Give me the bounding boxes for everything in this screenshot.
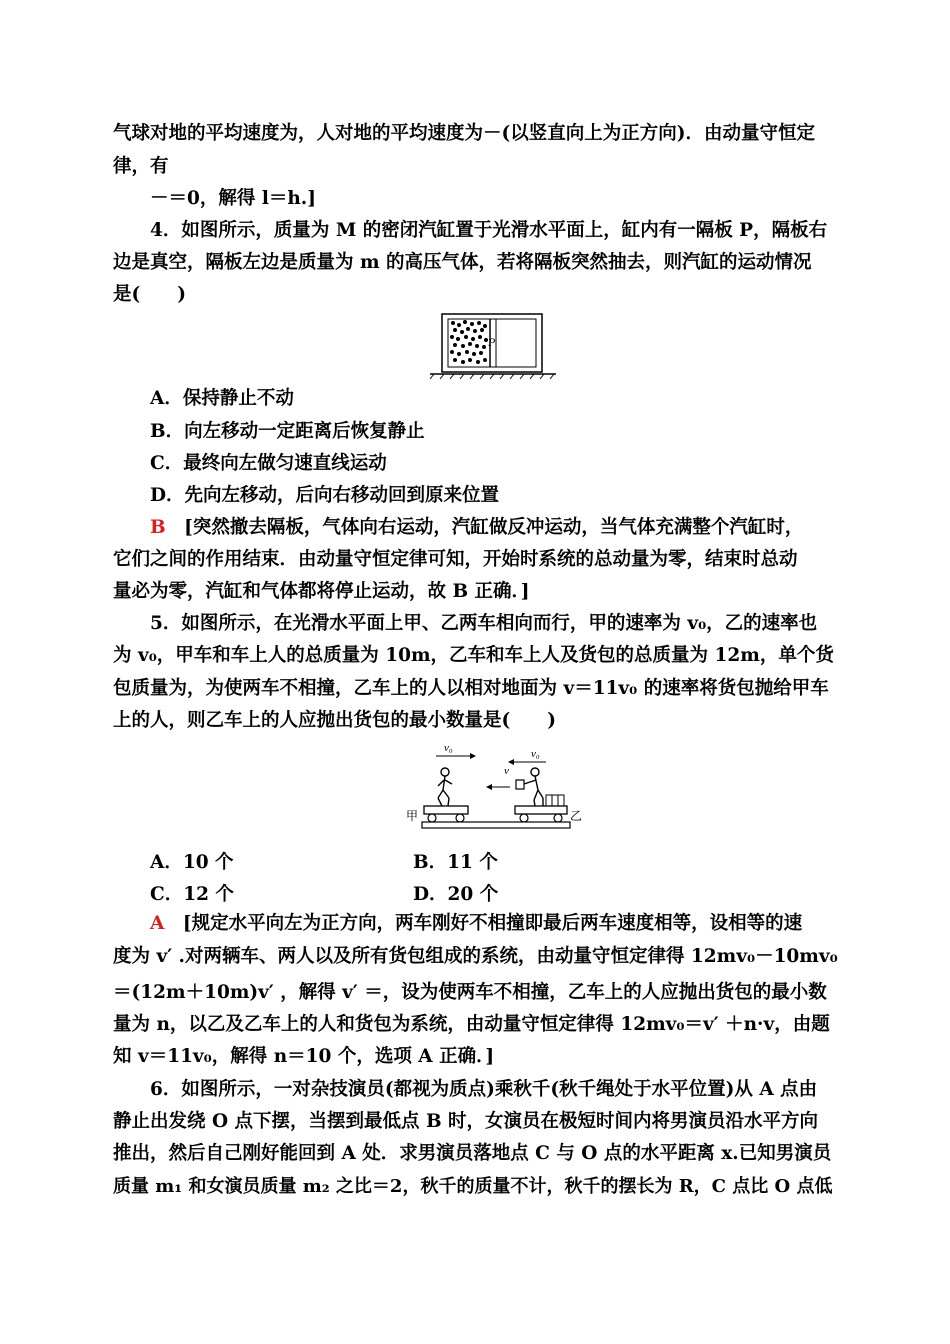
partition-label: P <box>488 335 496 349</box>
q5-stem-line-3: 包质量为，为使两车不相撞，乙车上的人以相对地面为 v＝11v₀ 的速率将货包抛给甲车 <box>113 678 829 699</box>
q5-option-a: A．10 个 <box>150 852 234 873</box>
q6-stem-line-2: 静止出发绕 O 点下摆，当摆到最低点 B 时，女演员在极短时间内将男演员沿水平方向 <box>113 1111 819 1132</box>
q4-cylinder-figure <box>428 310 558 380</box>
thrown-package <box>516 780 524 789</box>
q6-stem-line-1: 6．如图所示，一对杂技演员(都视为质点)乘秋千(秋千绳处于水平位置)从 A 点由 <box>150 1079 818 1100</box>
prev-solution-line-3: －＝0，解得 l＝h.] <box>150 188 316 209</box>
q5-explanation-line-1: A [规定水平向左为正方向，两车刚好不相撞即最后两车速度相等，设相等的速 <box>150 913 803 934</box>
right-cart <box>515 806 567 814</box>
ground <box>422 822 570 828</box>
q5-option-c: C．12 个 <box>150 884 234 905</box>
q5-stem-line-2: 为 v₀，甲车和车上人的总质量为 10m，乙车和车上人及货包的总质量为 12m，单个货 <box>113 645 834 666</box>
q4-stem-line-2: 边是真空，隔板左边是质量为 m 的高压气体，若将隔板突然抽去，则汽缸的运动情况 <box>113 252 812 273</box>
q6-stem-line-4: 质量 m₁ 和女演员质量 m₂ 之比＝2，秋千的质量不计，秋千的摆长为 R，C 点比 O 点低 <box>113 1176 833 1197</box>
q5-carts-figure <box>400 740 590 835</box>
q4-stem-line-3: 是( ) <box>113 284 187 305</box>
q5-stem-line-1: 5．如图所示，在光滑水平面上甲、乙两车相向而行，甲的速率为 v₀，乙的速率也 <box>150 613 818 634</box>
right-person <box>524 768 543 806</box>
q4-stem-line-1: 4．如图所示，质量为 M 的密闭汽缸置于光滑水平面上，缸内有一隔板 P，隔板右 <box>150 220 828 241</box>
v-label: v <box>504 765 509 777</box>
q4-explanation-line-1: B [突然撤去隔板，气体向右运动，汽缸做反冲运动，当气体充满整个汽缸时， <box>150 517 804 538</box>
q6-stem-line-3: 推出，然后自己刚好能回到 A 处．求男演员落地点 C 与 O 点的水平距离 x.已知男演员 <box>113 1143 832 1164</box>
gas-particles <box>450 320 488 364</box>
q5-explanation-line-4: 量为 n，以乙及乙车上的人和货包为系统，由动量守恒定律得 12mv₀＝v′ ＋n·v，由题 <box>113 1014 830 1035</box>
q5-answer: A <box>150 913 165 934</box>
left-cart <box>424 806 468 814</box>
q4-explanation-line-2: 它们之间的作用结束．由动量守恒定律可知，开始时系统的总动量为零，结束时总动 <box>113 549 798 570</box>
q4-option-b: B．向左移动一定距离后恢复静止 <box>150 421 425 442</box>
q5-explanation-line-5: 知 v＝11v₀，解得 n＝10 个，选项 A 正确．] <box>113 1046 495 1067</box>
q5-option-b: B．11 个 <box>413 852 498 873</box>
q4-option-a: A．保持静止不动 <box>150 388 294 409</box>
q5-explanation-line-3: ＝(12m＋10m)v′ ，解得 v′ ＝，设为使两车不相撞，乙车上的人应抛出货包的最小数 <box>113 982 827 1003</box>
q4-answer: B <box>150 517 166 538</box>
left-person <box>438 768 452 806</box>
package-stack <box>546 795 564 807</box>
cart-yi-label: 乙 <box>570 809 583 823</box>
q5-option-d: D．20 个 <box>413 884 499 905</box>
q4-explanation-line-3: 量必为零，汽缸和气体都将停止运动，故 B 正确．] <box>113 581 530 602</box>
q4-option-c: C．最终向左做匀速直线运动 <box>150 453 387 474</box>
q5-stem-line-4: 上的人，则乙车上的人应抛出货包的最小数量是( ) <box>113 710 557 731</box>
cart-jia-label: 甲 <box>406 809 419 823</box>
q5-explanation-line-2: 度为 v′ .对两辆车、两人以及所有货包组成的系统，由动量守恒定律得 12mv₀－10mv₀ <box>113 946 838 967</box>
q4-option-d: D．先向左移动，后向右移动回到原来位置 <box>150 485 500 506</box>
prev-solution-line-2: 律，有 <box>113 156 169 177</box>
v0-right-label: v₀ <box>531 748 540 760</box>
v0-left-label: v₀ <box>444 742 453 754</box>
prev-solution-line-1: 气球对地的平均速度为，人对地的平均速度为－(以竖直向上为正方向)．由动量守恒定 <box>113 123 816 144</box>
